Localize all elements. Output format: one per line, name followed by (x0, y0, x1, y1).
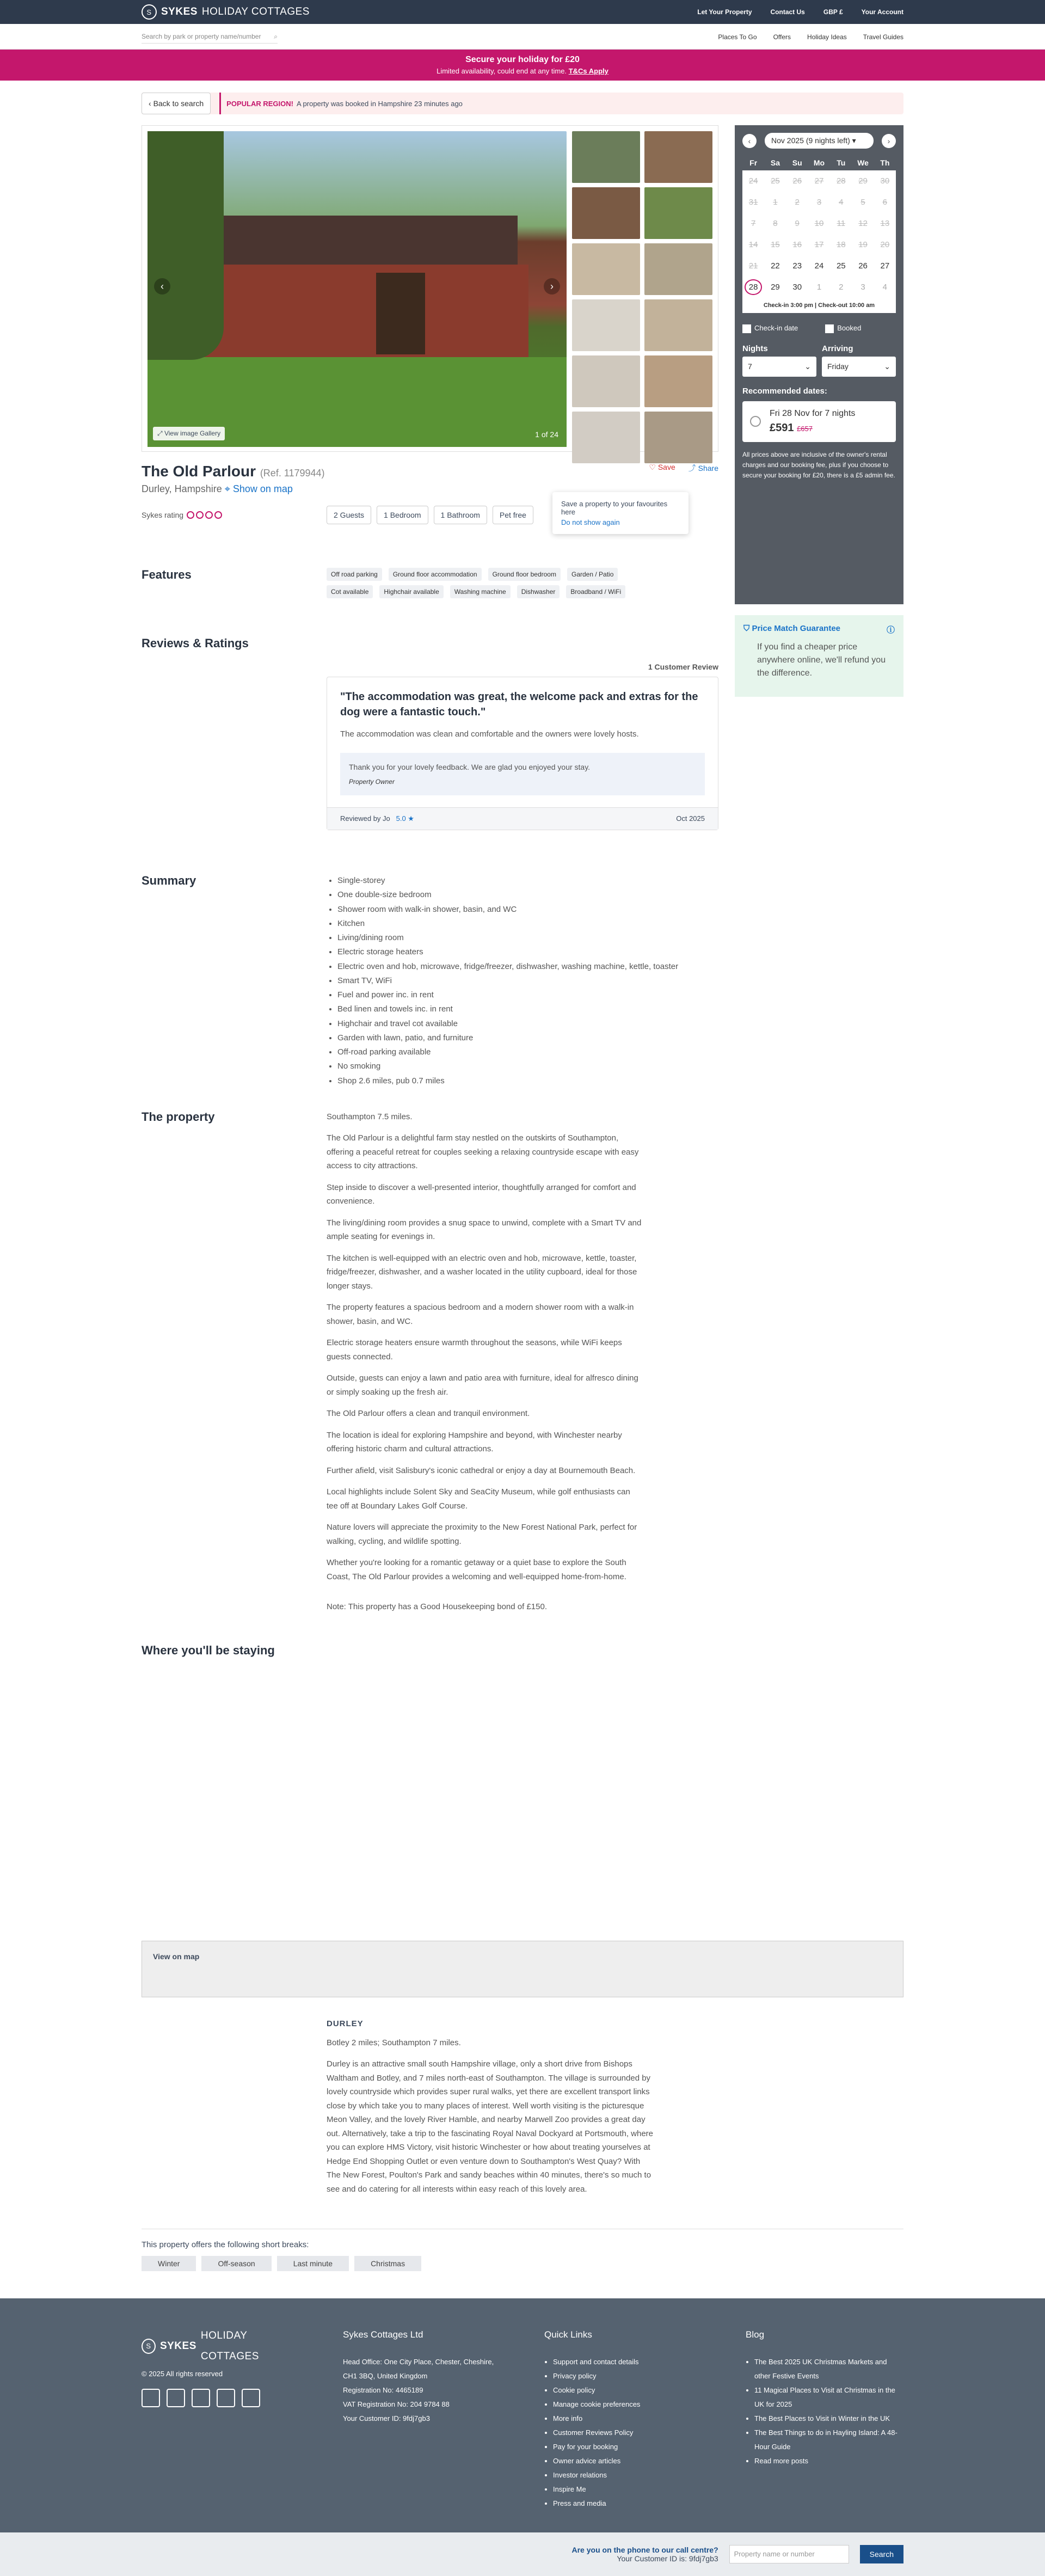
footer-link[interactable]: • Pay for your booking (553, 2440, 702, 2454)
call-centre-bar (0, 2532, 1045, 2576)
weekday-label: Su (792, 158, 802, 167)
calendar-day[interactable]: 2 (830, 277, 852, 298)
alert-text: A property was booked in Hampshire 23 minutes ago (296, 99, 463, 108)
search-input[interactable] (142, 30, 278, 44)
title-text: The Old Parlour (142, 463, 256, 480)
nav-let-property[interactable]: Let Your Property (697, 8, 752, 16)
copyright: © 2025 All rights reserved (142, 2370, 223, 2378)
paragraph: Note: This property has a Good Housekeeping bond of £150. (327, 1602, 547, 1612)
property-actions (649, 463, 718, 474)
logo-icon: S (142, 2339, 156, 2354)
nights-select[interactable] (742, 357, 816, 377)
break-chip[interactable]: Christmas (354, 2256, 421, 2271)
prev-month-icon[interactable]: ‹ (742, 134, 757, 148)
footer-col-company (343, 2326, 501, 2511)
sub-bar (0, 24, 1045, 50)
facebook-icon[interactable] (142, 2389, 160, 2407)
door-shape (376, 273, 425, 354)
pm-title-text: Price Match Guarantee (752, 624, 840, 633)
footer-brand-bold: SYKES (159, 2340, 196, 2352)
calendar-day: 25 (764, 170, 786, 192)
property-description (327, 1110, 642, 1622)
property-heading: The property (142, 1109, 215, 1124)
calendar-day: 18 (830, 234, 852, 255)
footer-line: Registration No: 4465189 (343, 2386, 423, 2395)
calendar-day[interactable] (742, 277, 764, 298)
list-item: • Bed linen and towels inc. in rent (337, 1002, 678, 1016)
footer-link[interactable]: • Press and media (553, 2497, 702, 2511)
staying-section (142, 1643, 903, 1658)
logo-icon: S (142, 4, 157, 20)
property-title (142, 463, 325, 480)
paragraph: Whether you're looking for a romantic getaway or a quiet base to explore the South Coast, The Old Parlour provides a welcoming and well-equipped home-from-home. (327, 1558, 626, 1581)
list-item: • Shower room with walk-in shower, basin, and WC (337, 903, 678, 917)
calendar-day: 15 (764, 234, 786, 255)
legend-swatch (825, 324, 834, 333)
footer-link[interactable]: • Investor relations (553, 2468, 702, 2482)
thumbnail[interactable] (572, 355, 640, 407)
footer-link[interactable]: • Cookie policy (553, 2383, 702, 2397)
footer-heading: Sykes Cottages Ltd (343, 2329, 423, 2340)
property-section (142, 1110, 718, 1622)
calendar-day: 19 (852, 234, 874, 255)
calendar-day[interactable]: 29 (764, 277, 786, 298)
back-label: Back to search (153, 99, 204, 108)
calendar-day: 7 (742, 213, 764, 234)
footer-line: VAT Registration No: 204 9784 88 (343, 2400, 450, 2409)
map-link-label: Show on map (232, 483, 293, 494)
calendar-day[interactable]: 4 (874, 277, 896, 298)
list-item: • Living/dining room (337, 931, 678, 945)
rec-dates: Fri 28 Nov for 7 nights (770, 408, 856, 418)
blog-link[interactable]: • The Best 2025 UK Christmas Markets and other Festive Events (754, 2355, 903, 2383)
price-match-title (743, 624, 895, 635)
response-text: Thank you for your lovely feedback. We are glad you enjoyed your stay. (349, 763, 591, 771)
nights-value: 7 (748, 361, 752, 371)
owner-response (340, 753, 705, 795)
footer-link[interactable]: • Support and contact details (553, 2355, 702, 2369)
rating-dot (205, 511, 213, 519)
calendar-day: 28 (830, 170, 852, 192)
popup-text: Save a property to your favourites here (561, 500, 668, 516)
feature-tag: Dishwasher (517, 585, 560, 598)
summary-section (142, 874, 718, 1088)
features-heading: Features (142, 568, 192, 581)
legend-swatch (742, 324, 751, 333)
nav-currency[interactable]: GBP £ (823, 8, 843, 16)
review-footer (327, 807, 718, 830)
paragraph: The location is ideal for exploring Hampshire and beyond, with Winchester nearby offering historic charm and cultural attractions. (327, 1430, 622, 1454)
checkin-note: Check-in 3:00 pm | Check-out 10:00 am (742, 298, 896, 313)
property-search-button[interactable] (860, 2545, 903, 2563)
promo-title: Secure your holiday for £20 (465, 55, 580, 64)
next-arrow-icon[interactable]: › (544, 278, 560, 295)
calendar-day: 11 (830, 213, 852, 234)
list-item: • Shop 2.6 miles, pub 0.7 miles (337, 1074, 678, 1088)
features-section (142, 568, 718, 598)
thumbnail[interactable] (572, 412, 640, 463)
thumbnail[interactable] (644, 412, 712, 463)
paragraph: Outside, guests can enjoy a lawn and patio area with furniture, ideal for alfresco dining or simply soaking up the fresh air. (327, 1373, 638, 1397)
map-box[interactable] (142, 1941, 903, 1997)
weekday-label: Tu (837, 158, 846, 167)
share-label: Share (698, 464, 718, 473)
view-on-map-label[interactable]: View on map (153, 1952, 200, 1961)
chip-guests: 2 Guests (327, 506, 371, 524)
nights-label: Nights (742, 344, 768, 353)
place-name: DURLEY (327, 2019, 364, 2028)
booking-alert (219, 93, 463, 114)
top-bar (0, 0, 1045, 24)
calendar-day[interactable]: 26 (852, 255, 874, 277)
calendar-day: 29 (852, 170, 874, 192)
calendar-day: 8 (764, 213, 786, 234)
calendar-day[interactable]: 24 (808, 255, 830, 277)
list-item: • Fuel and power inc. in rent (337, 988, 678, 1002)
price-match-box (735, 615, 903, 697)
review-body: The accommodation was clean and comfortable and the owners were lovely hosts. (340, 729, 639, 739)
blog-link[interactable]: • The Best Places to Visit in Winter in the UK (754, 2412, 903, 2426)
footer-line: Your Customer ID: 9fdj7gb3 (343, 2414, 430, 2423)
calendar-day: 10 (808, 213, 830, 234)
price-fine-print: All prices above are inclusive of the owner's rental charges and our booking fee, plus if you choose to secure your booking for £20, there is a £5 admin fee. (742, 450, 895, 479)
blog-link[interactable]: • 11 Magical Places to Visit at Christmas in the UK for 2025 (754, 2383, 903, 2412)
nav-offers[interactable]: Offers (773, 33, 791, 41)
pinterest-icon[interactable] (242, 2389, 260, 2407)
calendar-day[interactable]: 22 (764, 255, 786, 277)
footer-brand-rest: HOLIDAY COTTAGES (200, 2330, 259, 2363)
calendar-day: 31 (742, 192, 764, 213)
calendar-day: 13 (874, 213, 896, 234)
search-placeholder: Search by park or property name/number (142, 32, 261, 40)
social-links (142, 2389, 299, 2407)
review-score: 5.0 ★ (396, 814, 414, 823)
selectors (742, 357, 896, 377)
footer-col-links (544, 2326, 702, 2511)
calendar-grid (742, 155, 896, 298)
review-date: Oct 2025 (676, 814, 705, 823)
legend-checkin (742, 324, 798, 333)
footer-link[interactable]: • Owner advice articles (553, 2454, 702, 2468)
list-item: • Off-road parking available (337, 1045, 678, 1059)
break-chip[interactable]: Off-season (201, 2256, 271, 2271)
footer-link[interactable]: • Inspire Me (553, 2482, 702, 2497)
list-item: • Electric oven and hob, microwave, fridge/freezer, dishwasher, washing machine, kettle, toaster (337, 960, 678, 974)
rating-dot (214, 511, 222, 519)
calendar-day: 2 (786, 192, 808, 213)
property-chips (327, 506, 533, 524)
property-ref: (Ref. 1179944) (260, 468, 325, 479)
info-icon[interactable]: ⓘ (886, 625, 895, 635)
list-item: • Garden with lawn, patio, and furniture (337, 1031, 678, 1045)
radio-button[interactable] (750, 416, 761, 427)
thumbnails (572, 131, 712, 446)
calendar-day: 1 (764, 192, 786, 213)
property-location (142, 483, 325, 495)
short-breaks (142, 2229, 903, 2271)
search-icon[interactable]: ⌕ (274, 32, 278, 40)
thumbnail[interactable] (572, 187, 640, 239)
chevron-down-icon: ⌄ (884, 361, 890, 371)
breaks-text: This property offers the following short breaks: (142, 2240, 309, 2250)
paragraph: Electric storage heaters ensure warmth throughout the seasons, while WiFi keeps guests connected. (327, 1338, 622, 1361)
arriving-value: Friday (827, 361, 849, 371)
calendar-day[interactable]: 1 (808, 277, 830, 298)
thumbnail[interactable] (572, 243, 640, 295)
location-text: Durley, Hampshire (142, 483, 222, 494)
feature-tag: Ground floor accommodation (389, 568, 482, 581)
share-button[interactable]: ⤴ Share (688, 464, 718, 473)
reviewer: Reviewed by Jo (340, 814, 390, 823)
legend-booked-label: Booked (837, 324, 862, 332)
twitter-icon[interactable] (167, 2389, 185, 2407)
calendar-day: 3 (808, 192, 830, 213)
nav-travel-guides[interactable]: Travel Guides (863, 33, 903, 41)
nav-account[interactable]: Your Account (861, 8, 903, 16)
features-tags (327, 568, 664, 598)
weekday-label: Th (880, 158, 890, 167)
list-item: • Highchair and travel cot available (337, 1017, 678, 1031)
recommended-label: Recommended dates: (742, 386, 827, 396)
area-text: Durley is an attractive small south Hampshire village, only a short drive from Bishops Waltham and Botley, and 7 miles north-east of Southampton. The village is surrounded by lovely countryside which provides super rural walks, yet there are excellent transport links close by which take you to many places of interest. Well worth visiting is the picturesque Meon Valley, and the lovely River Hamble, and nearby Marwell Zoo provides a great day out. Alternatively, take a trip to the fascinating Royal Naval Dockyard at Portsmouth, where you can explore HMS Victory, visit historic Winchester or how about treating yourselves at Hedge End Shopping Outlet or even venture down to Southampton's West Quay? With The New Forest, Poulton's Park and sandy beaches within 40 minutes, there's so much to see and do catering for all interests within easy reach of this lovely area. (327, 2059, 654, 2194)
calendar-day: 5 (852, 192, 874, 213)
wall-shape (191, 265, 528, 357)
save-label: Save (657, 463, 675, 471)
calendar-day: 17 (808, 234, 830, 255)
paragraph: The property features a spacious bedroom and a modern shower room with a walk-in shower, basin, and WC. (327, 1303, 634, 1326)
selected-day[interactable]: 28 (745, 279, 763, 295)
footer-line: Head Office: One City Place, Chester, Cheshire, CH1 3BQ, United Kingdom (343, 2358, 494, 2381)
legend-checkin-label: Check-in date (754, 324, 798, 332)
back-row (142, 93, 903, 114)
calendar-day: 4 (830, 192, 852, 213)
brand-bold: SYKES (161, 6, 198, 17)
calendar-day: 20 (874, 234, 896, 255)
feature-tag: Garden / Patio (567, 568, 618, 581)
calendar-day: 9 (786, 213, 808, 234)
paragraph: Further afield, visit Salisbury's iconic cathedral or enjoy a day at Bournemouth Beach. (327, 1465, 636, 1475)
paragraph: Southampton 7.5 miles. (327, 1112, 413, 1121)
summary-list (327, 874, 678, 1088)
sub-nav (718, 33, 903, 41)
month-select[interactable]: Nov 2025 (9 nights left) ▾ (765, 133, 874, 149)
rating-dot (196, 511, 204, 519)
hero-image[interactable] (147, 131, 567, 447)
calendar-day: 26 (786, 170, 808, 192)
weekday-label: We (857, 158, 869, 167)
footer-link[interactable]: • Manage cookie preferences (553, 2397, 702, 2412)
promo-banner (0, 50, 1045, 81)
nav-holiday-ideas[interactable]: Holiday Ideas (807, 33, 847, 41)
paragraph: Local highlights include Solent Sky and SeaCity Museum, while golf enthusiasts can tee off at Boundary Lakes Golf Course. (327, 1487, 630, 1511)
brand-rest: HOLIDAY COTTAGES (201, 6, 310, 17)
list-item: • Kitchen (337, 917, 678, 931)
view-gallery-label: View image Gallery (164, 430, 221, 437)
show-on-map-link[interactable]: ⌖ Show on map (224, 483, 293, 494)
footer-link[interactable]: • Customer Reviews Policy (553, 2426, 702, 2440)
image-gallery (142, 125, 718, 452)
feature-tag: Broadband / WiFi (566, 585, 625, 598)
chevron-down-icon: ⌄ (804, 361, 811, 371)
rec-price: £591 (770, 421, 794, 434)
tree-shape (147, 131, 224, 360)
top-nav (697, 8, 903, 16)
calendar-day[interactable]: 3 (852, 277, 874, 298)
blog-link[interactable]: • Read more posts (754, 2454, 903, 2468)
area-description (327, 2019, 653, 2197)
footer-logo[interactable] (142, 2326, 299, 2367)
footer-link[interactable]: • More info (553, 2412, 702, 2426)
customer-id: Your Customer ID is: 9fdj7gb3 (617, 2554, 718, 2563)
response-author: Property Owner (349, 778, 395, 786)
roof-shape (191, 216, 518, 265)
nav-contact[interactable]: Contact Us (770, 8, 805, 16)
booking-sidebar (735, 125, 903, 604)
calendar-day: 30 (874, 170, 896, 192)
rating-label: Sykes rating (142, 511, 184, 519)
reviews-section (142, 636, 718, 830)
rating-dots (187, 511, 222, 519)
logo[interactable] (142, 4, 310, 20)
breaks-chips (142, 2256, 903, 2271)
rec-old-price: £657 (797, 424, 813, 433)
list-item: • One double-size bedroom (337, 888, 678, 902)
legend-booked (825, 324, 861, 333)
reviews-heading: Reviews & Ratings (142, 636, 249, 650)
sykes-rating (142, 511, 327, 519)
review-count: 1 Customer Review (648, 663, 718, 671)
call-question: Are you on the phone to our call centre? (571, 2546, 718, 2555)
calendar-day: 27 (808, 170, 830, 192)
recommended-option[interactable] (742, 401, 896, 442)
calendar-day: 6 (874, 192, 896, 213)
weekday-label: Sa (770, 158, 780, 167)
calendar-day[interactable]: 27 (874, 255, 896, 277)
feature-tag: Cot available (327, 585, 373, 598)
next-month-icon[interactable]: › (882, 134, 896, 148)
calendar-day: 21 (742, 255, 764, 277)
paragraph: The Old Parlour is a delightful farm stay nestled on the outskirts of Southampton, offering a peaceful retreat for couples seeking a relaxing countryside escape with easy access to city attractions. (327, 1133, 639, 1171)
thumbnail[interactable] (572, 131, 640, 183)
thumbnail[interactable] (644, 187, 712, 239)
popup-dismiss-link[interactable]: Do not show again (561, 518, 620, 526)
back-button[interactable]: ‹ Back to search (142, 93, 211, 114)
linkedin-icon[interactable] (192, 2389, 210, 2407)
thumbnail[interactable] (644, 243, 712, 295)
thumbnail[interactable] (644, 355, 712, 407)
shield-icon: ⛉ (743, 624, 750, 633)
month-label: Nov 2025 (9 nights left) (771, 136, 850, 145)
thumbnail[interactable] (644, 131, 712, 183)
save-button[interactable]: ♡ Save (649, 463, 675, 471)
list-item: • No smoking (337, 1059, 678, 1074)
footer-heading: Quick Links (544, 2329, 592, 2340)
nav-places[interactable]: Places To Go (718, 33, 757, 41)
property-search-input[interactable] (729, 2545, 849, 2563)
thumbnail[interactable] (572, 299, 640, 351)
calendar-legend (742, 324, 896, 333)
blog-link[interactable]: • The Best Things to do in Hayling Island: A 48-Hour Guide (754, 2426, 903, 2454)
weekday-label: Fr (749, 158, 758, 167)
list-item: • Smart TV, WiFi (337, 974, 678, 988)
calendar-day: 24 (742, 170, 764, 192)
calendar-day: 14 (742, 234, 764, 255)
feature-tag: Washing machine (450, 585, 511, 598)
feature-tag: Off road parking (327, 568, 382, 581)
view-gallery-button[interactable]: ⤢ View image Gallery (153, 427, 225, 440)
chip-bathroom: 1 Bathroom (434, 506, 487, 524)
arriving-label: Arriving (822, 344, 853, 353)
search-button-label: Search (869, 2550, 894, 2559)
instagram-icon[interactable] (217, 2389, 235, 2407)
paragraph: Step inside to discover a well-presented interior, thoughtfully arranged for comfort and convenience. (327, 1182, 636, 1206)
arriving-select[interactable] (822, 357, 896, 377)
footer-heading: Blog (746, 2329, 765, 2340)
footer-col-blog (746, 2326, 903, 2511)
weekday-label: Mo (813, 158, 825, 167)
call-text (572, 2546, 718, 2563)
chip-bedroom: 1 Bedroom (377, 506, 428, 524)
promo-text: Limited availability, could end at any time. (437, 67, 567, 75)
list-item: • Single-storey (337, 874, 678, 888)
rating-dot (187, 511, 194, 519)
footer-col-brand (142, 2326, 299, 2511)
staying-heading: Where you'll be staying (142, 1643, 275, 1657)
paragraph: The kitchen is well-equipped with an electric oven and hob, microwave, kettle, toaster, fridge/freezer, dishwasher, and a washer located in the utility cupboard, ideal for those longer stays. (327, 1253, 637, 1291)
calendar-day: 16 (786, 234, 808, 255)
break-chip[interactable]: Last minute (277, 2256, 349, 2271)
calendar-day: 12 (852, 213, 874, 234)
rec-price-row (770, 422, 855, 434)
thumbnail[interactable] (644, 299, 712, 351)
review-title: "The accommodation was great, the welcome pack and extras for the dog were a fantastic touch." (340, 691, 698, 718)
feature-tag: Ground floor bedroom (488, 568, 561, 581)
feature-tag: Highchair available (379, 585, 443, 598)
selector-labels (742, 344, 896, 353)
calendar-header (742, 133, 896, 149)
favourites-popup (552, 492, 689, 534)
footer (0, 2298, 1045, 2532)
break-chip[interactable]: Winter (142, 2256, 196, 2271)
calendar-day[interactable]: 25 (830, 255, 852, 277)
chip-pets: Pet free (493, 506, 533, 524)
footer-link[interactable]: • Privacy policy (553, 2369, 702, 2383)
distances: Botley 2 miles; Southampton 7 miles. (327, 2038, 461, 2047)
summary-heading: Summary (142, 874, 196, 887)
list-item: • Electric storage heaters (337, 945, 678, 959)
paragraph: Nature lovers will appreciate the proximity to the New Forest National Park, perfect for walking, cycling, and wildlife spotting. (327, 1523, 637, 1546)
review-card (327, 677, 718, 830)
prev-arrow-icon[interactable]: ‹ (154, 278, 170, 295)
calendar-day[interactable]: 30 (786, 277, 808, 298)
paragraph: The Old Parlour offers a clean and tranquil environment. (327, 1409, 530, 1419)
pm-text: If you find a cheaper price anywhere online, we'll refund you the difference. (757, 642, 886, 678)
calendar-day[interactable]: 23 (786, 255, 808, 277)
promo-link[interactable]: T&Cs Apply (568, 67, 608, 75)
image-counter: 1 of 24 (535, 430, 558, 439)
paragraph: The living/dining room provides a snug space to unwind, complete with a Smart TV and ample seating for evenings in. (327, 1218, 642, 1242)
alert-tag: POPULAR REGION! (226, 99, 293, 108)
property-search-placeholder: Property name or number (734, 2550, 815, 2559)
